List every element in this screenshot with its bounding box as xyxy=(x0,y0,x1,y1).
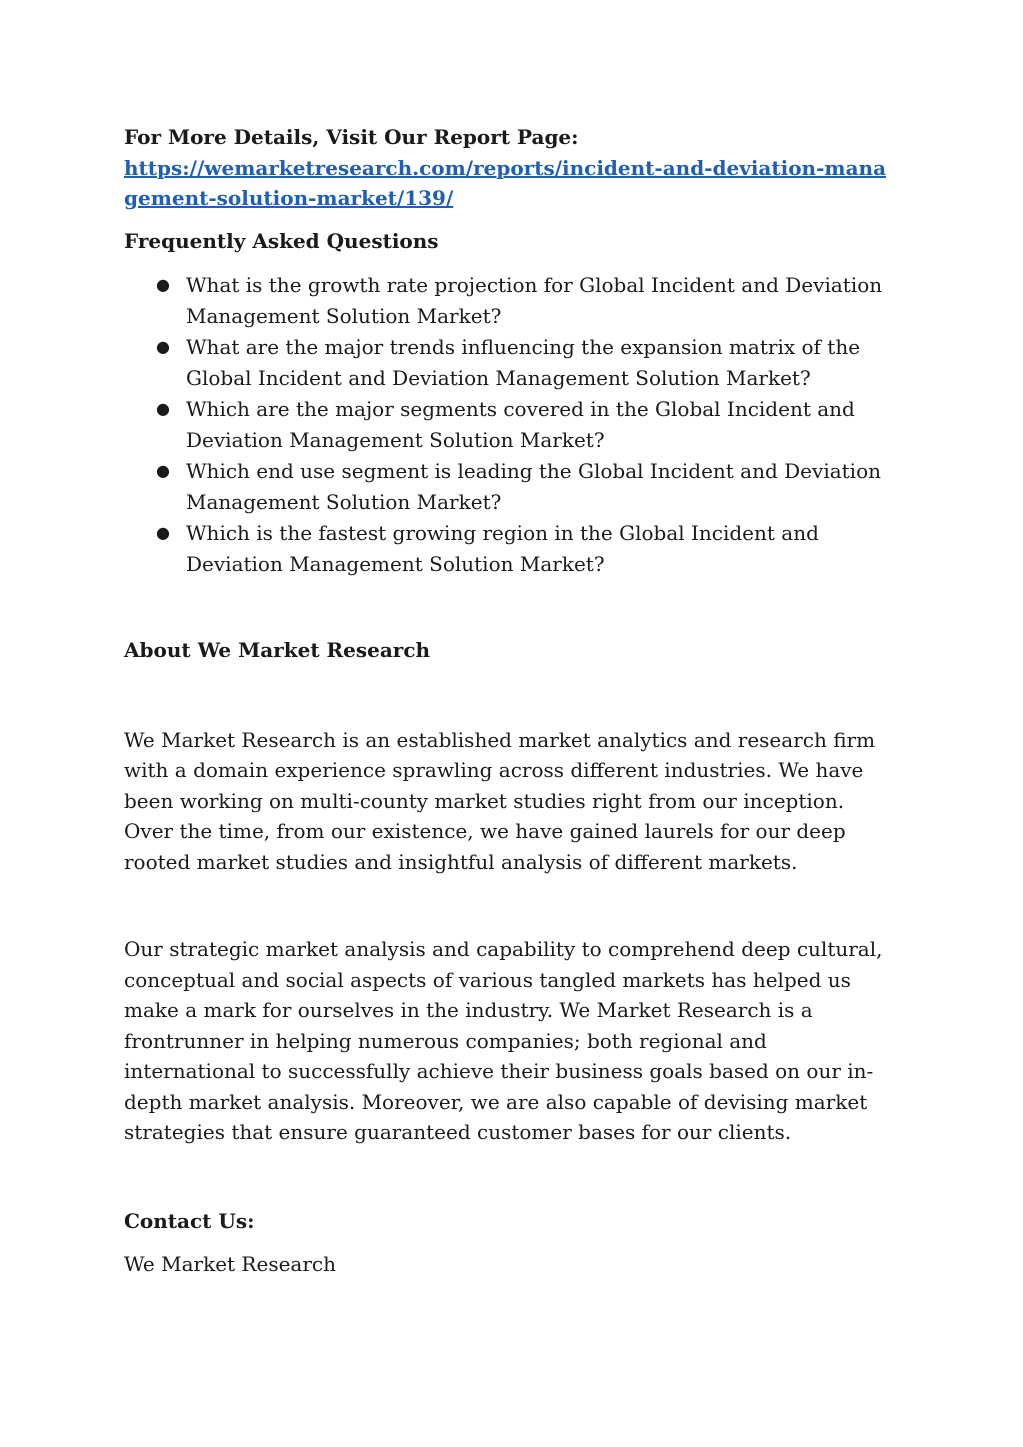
faq-question: Which is the fastest growing region in the Global Incident and Deviation Management Solution Market? xyxy=(186,521,819,576)
bullet-icon: ● xyxy=(156,399,170,418)
list-item xyxy=(124,394,894,455)
bullet-icon: ● xyxy=(156,337,170,356)
contact-company-name: We Market Research xyxy=(124,1252,336,1276)
faq-heading: Frequently Asked Questions xyxy=(124,228,439,253)
faq-question: Which are the major segments covered in the Global Incident and Deviation Management Solution Market? xyxy=(186,397,855,452)
about-heading: About We Market Research xyxy=(124,638,431,662)
document-page xyxy=(124,122,894,1280)
faq-question: Which end use segment is leading the Global Incident and Deviation Management Solution Market? xyxy=(186,459,881,514)
faq-list xyxy=(124,270,894,579)
list-item xyxy=(124,270,894,331)
report-page-label: For More Details, Visit Our Report Page: xyxy=(124,125,579,149)
bullet-icon: ● xyxy=(156,461,170,480)
contact-heading: Contact Us: xyxy=(124,1208,255,1233)
about-paragraph: Our strategic market analysis and capability to comprehend deep cultural, conceptual and social aspects of various tangled markets has helped us make a mark for ourselves in the industry. We Market Research is a frontrunner in helping numerous companies; both regional and international to successfully achieve their business goals based on our in-depth market analysis. Moreover, we are also capable of devising market strategies that ensure guaranteed customer bases for our clients. xyxy=(124,937,883,1144)
list-item xyxy=(124,518,894,579)
bullet-icon: ● xyxy=(156,523,170,542)
faq-question: What is the growth rate projection for Global Incident and Deviation Management Solution Market? xyxy=(186,273,883,328)
about-paragraph: We Market Research is an established market analytics and research firm with a domain experience sprawling across different industries. We have been working on multi-county market studies right from our inception. Over the time, from our existence, we have gained laurels for our deep rooted market studies and insightful analysis of different markets. xyxy=(124,727,876,874)
report-page-link[interactable]: https://wemarketresearch.com/reports/incident-and-deviation-management-solution-market/139/ xyxy=(124,155,887,210)
list-item xyxy=(124,332,894,393)
bullet-icon: ● xyxy=(156,275,170,294)
faq-question: What are the major trends influencing the expansion matrix of the Global Incident and Deviation Management Solution Market? xyxy=(186,335,861,390)
list-item xyxy=(124,456,894,517)
